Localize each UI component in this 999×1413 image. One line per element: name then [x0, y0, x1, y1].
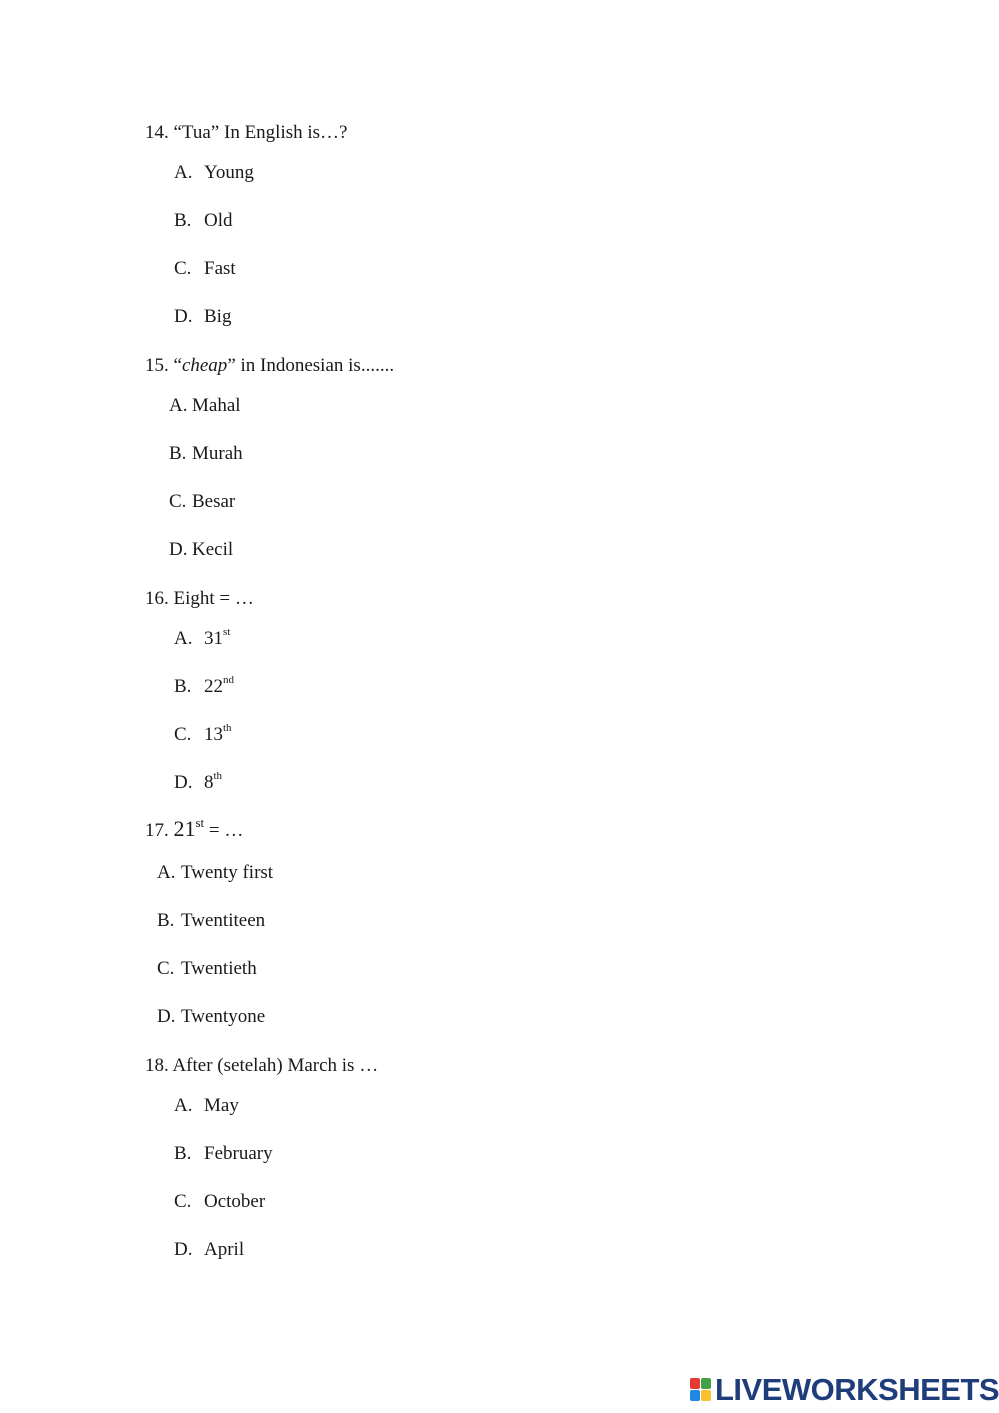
- option-text: 8: [204, 772, 214, 793]
- ordinal-suffix: st: [195, 814, 205, 830]
- liveworksheets-logo-icon: [690, 1378, 712, 1402]
- option-text: Murah: [192, 443, 243, 464]
- option-letter: D.: [169, 539, 188, 560]
- option-text: Big: [204, 306, 232, 327]
- option-letter: A.: [174, 162, 193, 183]
- option-text: Twentyone: [181, 1006, 266, 1027]
- option-text: 31: [204, 628, 223, 649]
- question-14-option-b[interactable]: [174, 210, 233, 232]
- italic-word: cheap: [181, 355, 228, 376]
- ordinal-number: 21: [173, 816, 196, 841]
- option-letter: C.: [174, 724, 192, 745]
- ordinal-suffix: th: [223, 721, 232, 734]
- option-letter: A.: [169, 395, 188, 416]
- ordinal-suffix: st: [223, 625, 231, 638]
- question-17-prompt: [145, 814, 244, 842]
- question-18-prompt: [145, 1055, 378, 1077]
- option-text: February: [204, 1143, 273, 1164]
- option-text: 13: [204, 724, 223, 745]
- option-letter: A.: [174, 1095, 193, 1116]
- option-text: Besar: [192, 491, 236, 512]
- question-17-option-c[interactable]: [157, 958, 257, 980]
- option-text: Mahal: [192, 395, 241, 416]
- brand-name: LIVEWORKSHEETS: [715, 1372, 999, 1407]
- question-16-option-c[interactable]: [174, 721, 232, 746]
- option-letter: C.: [157, 958, 175, 979]
- question-18-option-c[interactable]: [174, 1191, 265, 1213]
- option-text: Kecil: [192, 539, 234, 560]
- question-16-option-d[interactable]: [174, 769, 223, 794]
- option-letter: A.: [157, 862, 176, 883]
- question-18-option-a[interactable]: [174, 1095, 239, 1117]
- option-text: Twenty first: [181, 862, 274, 883]
- option-letter: D.: [157, 1006, 176, 1027]
- question-15-option-c[interactable]: [169, 491, 235, 513]
- option-letter: A.: [174, 628, 193, 649]
- option-text: 22: [204, 676, 223, 697]
- liveworksheets-brand[interactable]: [690, 1372, 999, 1408]
- question-14-option-d[interactable]: [174, 306, 231, 328]
- question-14-option-a[interactable]: [174, 162, 254, 184]
- option-letter: B.: [174, 1143, 192, 1164]
- question-number: 18.: [145, 1055, 169, 1076]
- question-number: 15.: [145, 355, 169, 376]
- question-15-prompt: [145, 355, 394, 377]
- ordinal-suffix: nd: [223, 673, 234, 686]
- option-letter: D.: [174, 1239, 193, 1260]
- option-text: Fast: [204, 258, 236, 279]
- question-15-option-a[interactable]: [169, 395, 241, 417]
- quote-open: “: [173, 355, 182, 376]
- option-letter: D.: [174, 772, 193, 793]
- question-17-option-b[interactable]: [157, 910, 265, 932]
- option-text: Young: [204, 162, 254, 183]
- option-letter: C.: [169, 491, 187, 512]
- question-text: [174, 355, 395, 376]
- question-text: Eight = …: [173, 588, 254, 609]
- question-16-option-b[interactable]: [174, 673, 234, 698]
- question-15-option-d[interactable]: [169, 539, 233, 561]
- question-18-option-d[interactable]: [174, 1239, 244, 1261]
- question-number: 14.: [145, 122, 169, 143]
- option-text: Twentieth: [181, 958, 257, 979]
- question-text-rest: = …: [204, 820, 244, 841]
- option-text: May: [204, 1095, 239, 1116]
- question-number: 17.: [145, 820, 169, 841]
- option-letter: B.: [169, 443, 187, 464]
- ordinal-suffix: th: [213, 769, 223, 782]
- question-16-prompt: [145, 588, 254, 610]
- question-14-option-c[interactable]: [174, 258, 236, 280]
- question-18-option-b[interactable]: [174, 1143, 273, 1165]
- option-letter: B.: [174, 676, 192, 697]
- question-17-option-a[interactable]: [157, 862, 273, 884]
- option-letter: C.: [174, 1191, 192, 1212]
- question-text: After (setelah) March is …: [172, 1055, 379, 1076]
- question-text: “Tua” In English is…?: [173, 122, 348, 143]
- option-letter: C.: [174, 258, 192, 279]
- question-14-prompt: [145, 122, 347, 144]
- question-number: 16.: [145, 588, 169, 609]
- option-text: Twentiteen: [181, 910, 266, 931]
- option-text: Old: [204, 210, 233, 231]
- question-17-option-d[interactable]: [157, 1006, 265, 1028]
- option-letter: B.: [157, 910, 175, 931]
- option-letter: D.: [174, 306, 193, 327]
- option-text: April: [204, 1239, 245, 1260]
- option-letter: B.: [174, 210, 192, 231]
- question-text-rest: ” in Indonesian is.......: [227, 355, 395, 376]
- question-15-option-b[interactable]: [169, 443, 243, 465]
- question-16-option-a[interactable]: [174, 625, 231, 650]
- question-text: [173, 814, 244, 841]
- option-text: October: [204, 1191, 266, 1212]
